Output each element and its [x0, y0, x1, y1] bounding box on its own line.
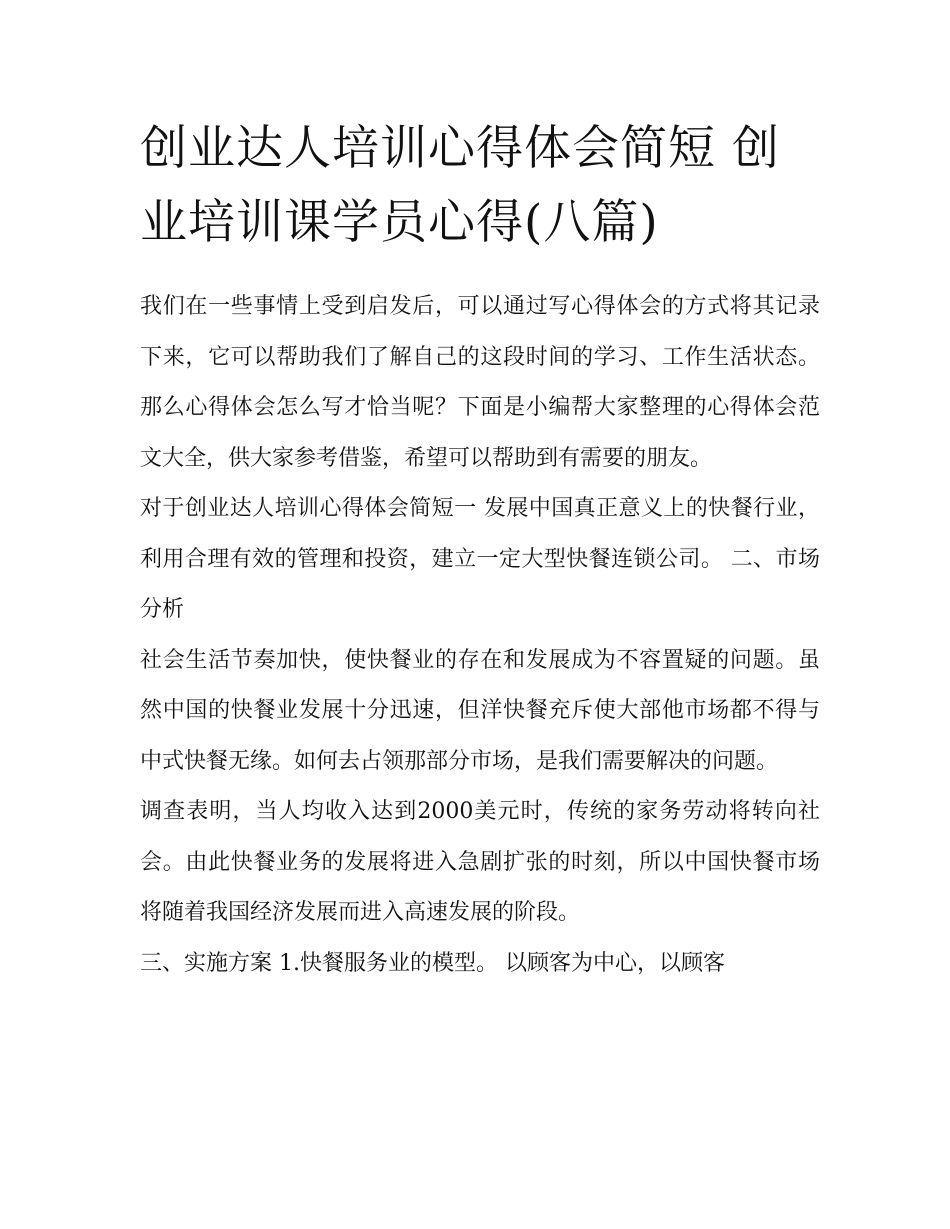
document-title: 创业达人培训心得体会简短 创业培训课学员心得(八篇): [140, 121, 780, 250]
paragraph-market-analysis: 社会生活节奏加快，使快餐业的存在和发展成为不容置疑的问题。虽然中国的快餐业发展十分迅速，但洋快餐充斥使大部他市场都不得与中式快餐无缘。如何去占领那部分市场，是我们需要解决的问题。: [140, 647, 820, 774]
paragraph-intro: 我们在一些事情上受到启发后，可以通过写心得体会的方式将其记录下来，它可以帮助我们了解自己的这段时间的学习、工作生活状态。那么心得体会怎么写才恰当呢？下面是小编帮大家整理的心得体会范文大全，供大家参考借鉴，希望可以帮助到有需要的朋友。: [140, 294, 820, 471]
document-body: [140, 282, 820, 989]
paragraph-survey: 调查表明，当人均收入达到2000美元时，传统的家务劳动将转向社会。由此快餐业务的发展将进入急剧扩张的时刻，所以中国快餐市场将随着我国经济发展而进入高速发展的阶段。: [140, 799, 820, 925]
paragraph-implementation: 三、实施方案 1.快餐服务业的模型。 以顾客为中心，以顾客: [140, 950, 725, 976]
paragraph-section-one: 对于创业达人培训心得体会简短一 发展中国真正意义上的快餐行业，利用合理有效的管理和投资，建立一定大型快餐连锁公司。 二、市场分析: [140, 496, 820, 622]
